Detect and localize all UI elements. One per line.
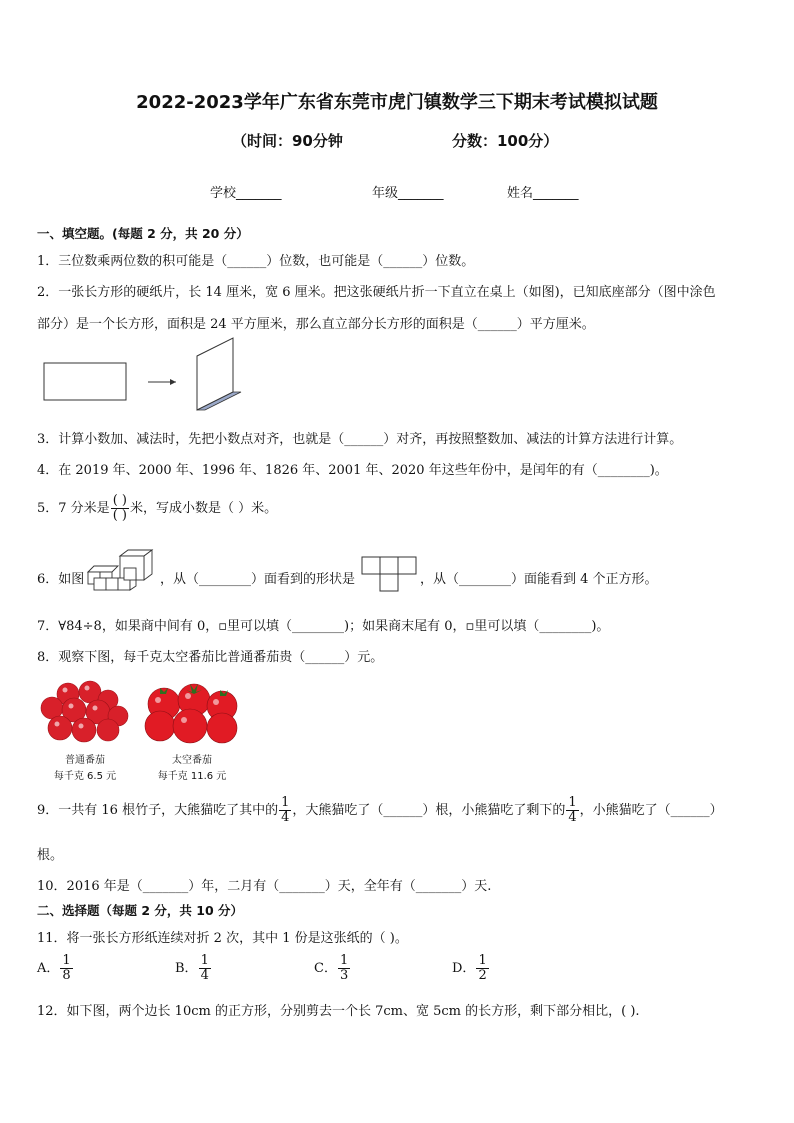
question-9-text-c: ，小熊猫吃了（______） [579,803,723,818]
name-field[interactable]: 姓名_______ [507,186,579,201]
view-shape-figure [361,556,417,592]
option-letter: D． [452,961,476,976]
fraction-one-quarter [566,796,578,825]
question-9-text-b: ，大熊猫吃了（______）根，小熊猫吃了剩下的 [292,803,566,818]
exam-time: （时间：90分钟 [232,132,343,150]
question-9-text-d: 根。 [37,848,64,863]
question-12: 12．如下图，两个边长 10cm 的正方形，分别剪去一个长 7cm、宽 5cm 的长方形，剩下部分相比，( ). [37,1004,640,1019]
question-6-text-a: 6．如图 [37,572,85,587]
school-field[interactable]: 学校_______ [210,186,282,201]
grade-field[interactable]: 年级_______ [372,186,444,201]
question-9-text-a: 9．一共有 16 根竹子，大熊猫吃了其中的 [37,803,279,818]
option-fraction [199,954,211,983]
option-denominator: 8 [62,968,71,983]
question-2-line-1: 2．一张长方形的硬纸片，长 14 厘米，宽 6 厘米。把这张硬纸片折一下直立在桌上（如图)，已知底座部分（图中涂色 [37,285,716,300]
option-letter: C． [314,961,337,976]
page-title: 2022-2023学年广东省东莞市虎门镇数学三下期末考试模拟试题 [136,92,658,113]
question-5-text-a: 5．7 分米是 [37,501,110,516]
option-fraction [476,954,488,983]
option-denominator: 3 [339,968,349,983]
option-letter: B． [175,961,198,976]
question-2-line-2: 部分）是一个长方形，面积是 24 平方厘米，那么直立部分长方形的面积是（______）平方厘米。 [37,317,595,332]
fraction-one-quarter [279,796,291,825]
option-fraction [338,954,350,983]
question-10: 10．2016 年是（_______）年，二月有（_______）天，全年有（_______）天. [37,879,492,894]
option-numerator: 1 [478,953,487,968]
option-numerator: 1 [200,953,209,968]
option-c[interactable] [314,954,351,983]
option-denominator: 2 [478,968,487,983]
fraction-blank-numerator: ( ) [112,493,127,508]
flat-card-rectangle [44,363,126,400]
section-fill-heading: 一、填空题。(每题 2 分，共 20 分） [37,226,249,241]
exam-score: 分数：100分） [452,132,559,150]
question-1: 1．三位数乘两位数的积可能是（______）位数，也可能是（______）位数。 [37,254,475,269]
fraction-numerator: 1 [568,795,577,810]
question-5 [37,494,277,523]
question-7: 7．∀84÷8，如果商中间有 0，▫里可以填（________)；如果商末尾有 0，▫里可以填（________)。 [37,619,610,634]
upright-part [197,338,233,410]
fraction-denominator: 4 [281,810,290,825]
space-tomato-price: 每千克 11.6 元 [157,771,227,782]
section-choice-heading: 二、选择题（每题 2 分，共 10 分） [37,903,244,918]
regular-tomato-image [38,676,132,746]
question-6-text-b: ，从（________）面看到的形状是 [160,572,356,587]
question-5-text-b: 米，写成小数是（ ）米。 [129,501,278,516]
question-11: 11．将一张长方形纸连续对折 2 次，其中 1 份是这张纸的（ )。 [37,931,408,946]
arrow-head-icon [170,379,176,385]
folded-card-figure [40,336,250,416]
option-fraction [60,954,72,983]
cube-stack-figure [86,546,156,594]
question-3: 3．计算小数加、减法时，先把小数点对齐，也就是（______）对齐，再按照整数加、减法的计算方法进行计算。 [37,432,683,447]
option-a[interactable] [37,954,74,983]
regular-tomato-name: 普通番茄 [65,755,105,766]
question-9 [37,796,723,825]
question-8: 8．观察下图，每千克太空番茄比普通番茄贵（______）元。 [37,650,384,665]
option-d[interactable] [452,954,490,983]
option-letter: A． [37,961,60,976]
regular-tomato-price: 每千克 6.5 元 [53,771,117,782]
option-b[interactable] [175,954,212,983]
space-tomato-name: 太空番茄 [172,755,212,766]
space-tomato-image [140,680,244,746]
question-4: 4．在 2019 年、2000 年、1996 年、1826 年、2001 年、2020 年这些年份中，是闰年的有（________)。 [37,463,668,478]
option-numerator: 1 [62,953,71,968]
option-denominator: 4 [200,968,209,983]
fraction-blank [111,494,129,523]
question-6-text-c: ，从（________）面能看到 4 个正方形。 [420,572,658,587]
option-numerator: 1 [339,953,349,968]
fraction-denominator: 4 [568,810,577,825]
fraction-blank-denominator: ( ) [112,508,127,523]
fraction-numerator: 1 [281,795,290,810]
